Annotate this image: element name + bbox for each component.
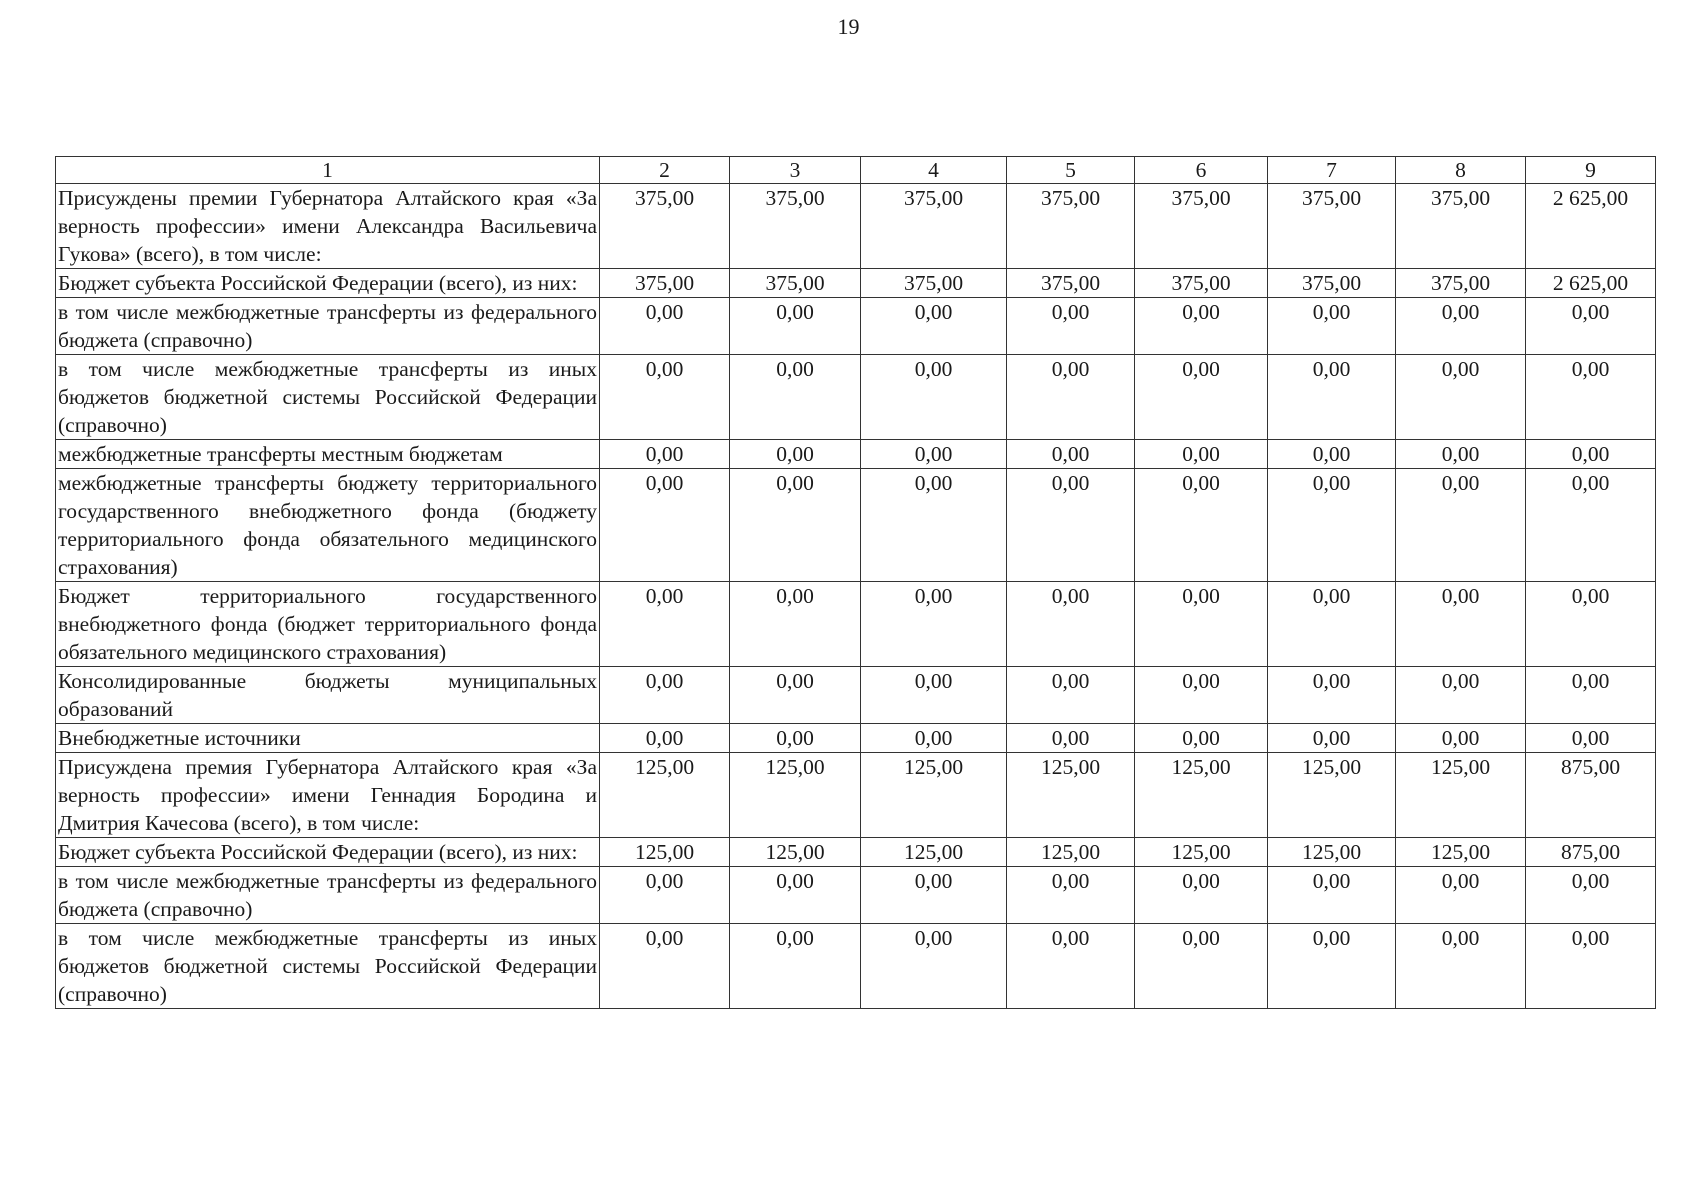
- value-cell: 875,00: [1526, 753, 1656, 838]
- value-cell: 0,00: [861, 667, 1007, 724]
- value-cell: 375,00: [600, 269, 730, 298]
- value-cell: 125,00: [861, 838, 1007, 867]
- value-cell: 375,00: [730, 184, 861, 269]
- value-cell: 125,00: [1007, 753, 1135, 838]
- column-header: 2: [600, 157, 730, 184]
- page-number: 19: [837, 14, 860, 39]
- value-cell: 375,00: [1135, 184, 1268, 269]
- value-cell: 0,00: [1526, 867, 1656, 924]
- column-header: 7: [1268, 157, 1396, 184]
- row-label: в том числе межбюджетные трансферты из иных бюджетов бюджетной системы Российской Федерации (справочно): [56, 924, 600, 1009]
- value-cell: 0,00: [730, 924, 861, 1009]
- value-cell: 0,00: [1396, 582, 1526, 667]
- value-cell: 0,00: [1268, 867, 1396, 924]
- value-cell: 0,00: [600, 440, 730, 469]
- value-cell: 0,00: [1268, 355, 1396, 440]
- value-cell: 0,00: [1007, 582, 1135, 667]
- value-cell: 0,00: [730, 355, 861, 440]
- value-cell: 875,00: [1526, 838, 1656, 867]
- value-cell: 0,00: [1396, 440, 1526, 469]
- value-cell: 0,00: [1007, 867, 1135, 924]
- value-cell: 0,00: [730, 867, 861, 924]
- row-label: Присуждены премии Губернатора Алтайского края «За верность профессии» имени Александра Васильевича Гукова» (всего), в том числе:: [56, 184, 600, 269]
- value-cell: 125,00: [1007, 838, 1135, 867]
- value-cell: 0,00: [1135, 355, 1268, 440]
- table-row: [56, 582, 1656, 667]
- column-header: 3: [730, 157, 861, 184]
- value-cell: 0,00: [1135, 867, 1268, 924]
- row-label: Бюджет субъекта Российской Федерации (всего), из них:: [56, 269, 600, 298]
- value-cell: 375,00: [1007, 184, 1135, 269]
- table-row: [56, 355, 1656, 440]
- value-cell: 0,00: [1526, 582, 1656, 667]
- table-row: [56, 838, 1656, 867]
- table-row: [56, 924, 1656, 1009]
- value-cell: 0,00: [1135, 724, 1268, 753]
- value-cell: 125,00: [861, 753, 1007, 838]
- value-cell: 0,00: [861, 724, 1007, 753]
- value-cell: 0,00: [730, 469, 861, 582]
- value-cell: 0,00: [730, 582, 861, 667]
- column-header: 5: [1007, 157, 1135, 184]
- value-cell: 0,00: [600, 924, 730, 1009]
- value-cell: 125,00: [1268, 838, 1396, 867]
- value-cell: 0,00: [1396, 867, 1526, 924]
- table-row: [56, 724, 1656, 753]
- value-cell: 0,00: [1135, 298, 1268, 355]
- header-row: [56, 157, 1656, 184]
- value-cell: 0,00: [1268, 440, 1396, 469]
- value-cell: 0,00: [861, 867, 1007, 924]
- table-row: [56, 667, 1656, 724]
- value-cell: 0,00: [1268, 724, 1396, 753]
- value-cell: 0,00: [861, 440, 1007, 469]
- value-cell: 0,00: [1526, 469, 1656, 582]
- value-cell: 0,00: [1007, 469, 1135, 582]
- value-cell: 0,00: [1007, 724, 1135, 753]
- value-cell: 0,00: [1268, 924, 1396, 1009]
- value-cell: 375,00: [1396, 269, 1526, 298]
- value-cell: 125,00: [730, 838, 861, 867]
- value-cell: 0,00: [1526, 440, 1656, 469]
- table-row: [56, 469, 1656, 582]
- table-row: [56, 298, 1656, 355]
- table-row: [56, 440, 1656, 469]
- table-row: [56, 753, 1656, 838]
- value-cell: 0,00: [600, 469, 730, 582]
- table-row: [56, 269, 1656, 298]
- value-cell: 375,00: [861, 184, 1007, 269]
- value-cell: 0,00: [1135, 667, 1268, 724]
- value-cell: 0,00: [1396, 355, 1526, 440]
- row-label: Бюджет субъекта Российской Федерации (всего), из них:: [56, 838, 600, 867]
- value-cell: 0,00: [861, 355, 1007, 440]
- value-cell: 375,00: [861, 269, 1007, 298]
- value-cell: 0,00: [600, 582, 730, 667]
- value-cell: 0,00: [1135, 469, 1268, 582]
- value-cell: 0,00: [861, 924, 1007, 1009]
- table-row: [56, 867, 1656, 924]
- value-cell: 0,00: [600, 724, 730, 753]
- value-cell: 0,00: [1268, 469, 1396, 582]
- row-label: межбюджетные трансферты бюджету территориального государственного внебюджетного фонда (бюджету территориального фонда обязательного медицинского страхования): [56, 469, 600, 582]
- value-cell: 0,00: [861, 298, 1007, 355]
- column-header: 8: [1396, 157, 1526, 184]
- value-cell: 125,00: [1396, 753, 1526, 838]
- value-cell: 0,00: [1268, 667, 1396, 724]
- value-cell: 0,00: [1526, 298, 1656, 355]
- value-cell: 0,00: [1526, 667, 1656, 724]
- value-cell: 375,00: [1135, 269, 1268, 298]
- value-cell: 0,00: [730, 298, 861, 355]
- value-cell: 0,00: [1007, 667, 1135, 724]
- value-cell: 0,00: [1396, 724, 1526, 753]
- budget-table: [55, 156, 1656, 1009]
- row-label: Присуждена премия Губернатора Алтайского края «За верность профессии» имени Геннадия Бородина и Дмитрия Качесова (всего), в том числе:: [56, 753, 600, 838]
- value-cell: 0,00: [1396, 667, 1526, 724]
- value-cell: 0,00: [1396, 924, 1526, 1009]
- table-row: [56, 184, 1656, 269]
- value-cell: 125,00: [730, 753, 861, 838]
- value-cell: 125,00: [1268, 753, 1396, 838]
- value-cell: 2 625,00: [1526, 184, 1656, 269]
- value-cell: 125,00: [1396, 838, 1526, 867]
- value-cell: 0,00: [861, 469, 1007, 582]
- row-label: в том числе межбюджетные трансферты из федерального бюджета (справочно): [56, 298, 600, 355]
- value-cell: 0,00: [600, 298, 730, 355]
- value-cell: 0,00: [600, 667, 730, 724]
- value-cell: 2 625,00: [1526, 269, 1656, 298]
- value-cell: 0,00: [1135, 582, 1268, 667]
- value-cell: 375,00: [600, 184, 730, 269]
- value-cell: 0,00: [1268, 298, 1396, 355]
- value-cell: 0,00: [1268, 582, 1396, 667]
- row-label: в том числе межбюджетные трансферты из федерального бюджета (справочно): [56, 867, 600, 924]
- value-cell: 0,00: [1135, 924, 1268, 1009]
- value-cell: 125,00: [1135, 753, 1268, 838]
- column-header: 4: [861, 157, 1007, 184]
- value-cell: 0,00: [1007, 355, 1135, 440]
- column-header: 9: [1526, 157, 1656, 184]
- row-label: Бюджет территориального государственного внебюджетного фонда (бюджет территориального фонда обязательного медицинского страхования): [56, 582, 600, 667]
- row-label: в том числе межбюджетные трансферты из иных бюджетов бюджетной системы Российской Федерации (справочно): [56, 355, 600, 440]
- value-cell: 0,00: [730, 724, 861, 753]
- value-cell: 375,00: [1007, 269, 1135, 298]
- value-cell: 125,00: [1135, 838, 1268, 867]
- value-cell: 0,00: [600, 867, 730, 924]
- value-cell: 0,00: [1007, 440, 1135, 469]
- value-cell: 375,00: [1268, 184, 1396, 269]
- value-cell: 0,00: [1007, 924, 1135, 1009]
- value-cell: 0,00: [1007, 298, 1135, 355]
- value-cell: 0,00: [1526, 355, 1656, 440]
- row-label: межбюджетные трансферты местным бюджетам: [56, 440, 600, 469]
- column-header: 1: [56, 157, 600, 184]
- value-cell: 375,00: [1268, 269, 1396, 298]
- value-cell: 0,00: [600, 355, 730, 440]
- value-cell: 0,00: [730, 667, 861, 724]
- value-cell: 0,00: [1526, 924, 1656, 1009]
- value-cell: 0,00: [1396, 469, 1526, 582]
- row-label: Внебюджетные источники: [56, 724, 600, 753]
- value-cell: 0,00: [861, 582, 1007, 667]
- value-cell: 0,00: [1396, 298, 1526, 355]
- column-header: 6: [1135, 157, 1268, 184]
- value-cell: 375,00: [1396, 184, 1526, 269]
- value-cell: 0,00: [1135, 440, 1268, 469]
- row-label: Консолидированные бюджеты муниципальных образований: [56, 667, 600, 724]
- value-cell: 0,00: [1526, 724, 1656, 753]
- value-cell: 125,00: [600, 838, 730, 867]
- value-cell: 0,00: [730, 440, 861, 469]
- value-cell: 375,00: [730, 269, 861, 298]
- value-cell: 125,00: [600, 753, 730, 838]
